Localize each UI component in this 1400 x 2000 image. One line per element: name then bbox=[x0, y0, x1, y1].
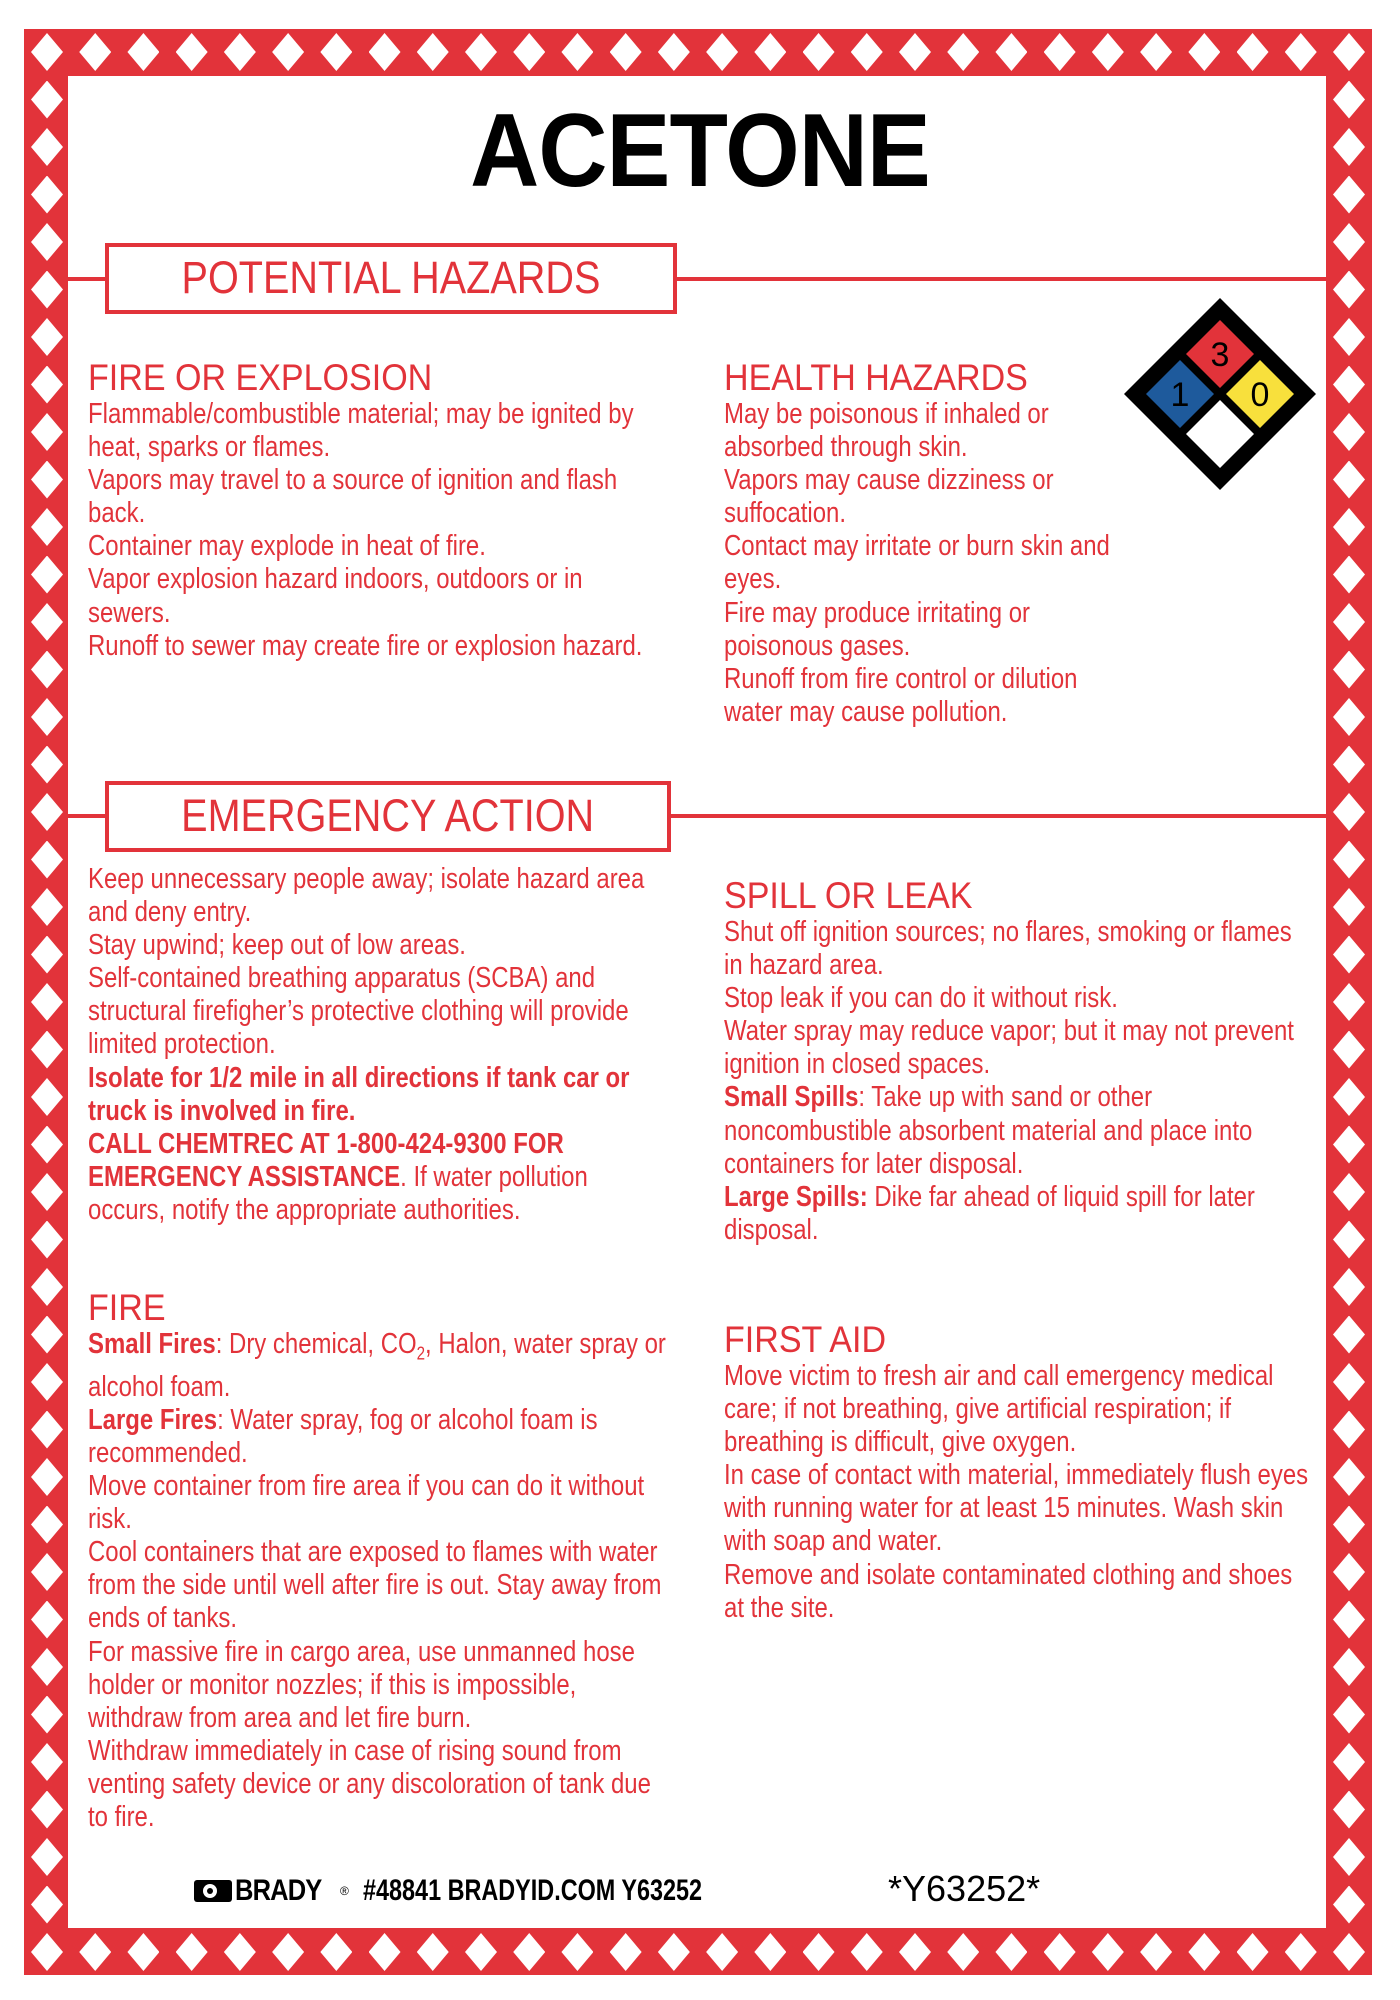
list-item: Vapors may cause dizziness or suffocation. bbox=[724, 464, 1054, 530]
list-item bbox=[724, 1181, 1314, 1247]
health-hazards-section bbox=[724, 358, 1124, 729]
nfpa-diamond-icon bbox=[1124, 298, 1316, 490]
large-fires-text: : Water spray, fog or alcohol foam is recommended. bbox=[88, 1403, 598, 1469]
list-item: Stop leak if you can do it without risk. bbox=[724, 982, 1118, 1015]
list-item bbox=[88, 1404, 668, 1470]
small-fires-text: : Dry chemical, CO bbox=[215, 1328, 417, 1360]
small-fires-text-rest: , Halon, water spray or alcohol foam. bbox=[88, 1328, 666, 1403]
list-item: Water spray may reduce vapor; but it may not prevent ignition in closed spaces. bbox=[724, 1015, 1294, 1081]
manufacturer-footer bbox=[194, 1874, 798, 1908]
section-label: POTENTIAL HAZARDS bbox=[181, 252, 601, 303]
brady-mark-icon bbox=[194, 1880, 232, 1902]
section-heading: SPILL OR LEAK bbox=[724, 875, 973, 916]
list-item: Runoff to sewer may create fire or explosion hazard. bbox=[88, 629, 643, 662]
list-item: In case of contact with material, immediately flush eyes with running water for at least 15 minutes. Wash skin with soap and water. bbox=[724, 1459, 1309, 1558]
emergency-action-section bbox=[88, 863, 668, 1227]
list-item: May be poisonous if inhaled or absorbed through skin. bbox=[724, 398, 1049, 464]
list-item: Move victim to fresh air and call emergency medical care; if not breathing, give artificial respiration; if breathing is difficult, give oxygen. bbox=[724, 1360, 1274, 1459]
list-item bbox=[88, 1328, 668, 1404]
svg-text:0: 0 bbox=[1250, 376, 1270, 414]
list-item: Container may explode in heat of fire. bbox=[88, 530, 486, 563]
list-item: Shut off ignition sources; no flares, smoking or flames in hazard area. bbox=[724, 916, 1292, 982]
list-item: Vapors may travel to a source of ignition and flash back. bbox=[88, 464, 618, 530]
list-item: Keep unnecessary people away; isolate hazard area and deny entry. bbox=[88, 863, 645, 929]
list-item: Flammable/combustible material; may be ignited by heat, sparks or flames. bbox=[88, 398, 634, 464]
isolate-instruction: Isolate for 1/2 mile in all directions if tank car or truck is involved in fire. bbox=[88, 1061, 630, 1127]
first-aid-section bbox=[724, 1320, 1319, 1625]
section-heading: FIRE bbox=[88, 1287, 166, 1328]
fire-section bbox=[88, 1288, 668, 1834]
chemical-title: ACETONE bbox=[470, 93, 930, 209]
section-label: EMERGENCY ACTION bbox=[181, 790, 595, 841]
fire-or-explosion-section bbox=[88, 358, 648, 663]
svg-text:3: 3 bbox=[1210, 336, 1230, 374]
section-header-potential-hazards bbox=[105, 243, 677, 314]
list-item: Stay upwind; keep out of low areas. bbox=[88, 929, 466, 962]
registered-mark: ® bbox=[340, 1884, 349, 1898]
list-item: For massive fire in cargo area, use unmanned hose holder or monitor nozzles; if this is impossible, withdraw from area and let fire burn. bbox=[88, 1635, 635, 1734]
list-item bbox=[724, 1081, 1314, 1180]
list-item: Withdraw immediately in case of rising sound from venting safety device or any discoloration of tank due to fire. bbox=[88, 1734, 651, 1833]
list-item: Runoff from fire control or dilution water may cause pollution. bbox=[724, 662, 1078, 728]
list-item: Cool containers that are exposed to flames with water from the side until well after fire is out. Stay away from ends of tanks. bbox=[88, 1536, 662, 1635]
section-heading: FIRST AID bbox=[724, 1319, 887, 1360]
list-item: Self-contained breathing apparatus (SCBA) and structural firefigher’s protective clothing will provide limited protection. bbox=[88, 962, 629, 1061]
section-heading: HEALTH HAZARDS bbox=[724, 357, 1028, 398]
list-item: Remove and isolate contaminated clothing and shoes at the site. bbox=[724, 1558, 1293, 1624]
barcode-text: *Y63252* bbox=[888, 1868, 1041, 1909]
chemtrec-phone: CALL CHEMTREC AT 1-800-424-9300 FOR EMERGENCY ASSISTANCE bbox=[88, 1127, 564, 1193]
list-item-bold bbox=[88, 1062, 668, 1128]
list-item: Move container from fire area if you can do it without risk. bbox=[88, 1470, 645, 1536]
small-spills-label: Small Spills bbox=[724, 1081, 859, 1114]
part-number: #48841 BRADYID.COM Y63252 bbox=[362, 1874, 702, 1907]
list-item: Vapor explosion hazard indoors, outdoors or in sewers. bbox=[88, 563, 583, 629]
large-spills-text: Dike far ahead of liquid spill for later disposal. bbox=[724, 1180, 1255, 1246]
chemtrec-rest: . If water pollution occurs, notify the appropriate authorities. bbox=[88, 1160, 588, 1226]
small-spills-text: : Take up with sand or other noncombustible absorbent material and place into containers for later disposal. bbox=[724, 1081, 1253, 1180]
large-spills-label: Large Spills: bbox=[724, 1180, 868, 1213]
brady-logo bbox=[194, 1874, 363, 1908]
co2-subscript: 2 bbox=[416, 1343, 426, 1364]
list-item bbox=[88, 1128, 668, 1227]
svg-text:1: 1 bbox=[1170, 376, 1190, 414]
large-fires-label: Large Fires bbox=[88, 1403, 218, 1436]
section-heading: FIRE OR EXPLOSION bbox=[88, 357, 433, 398]
list-item: Contact may irritate or burn skin and eyes. bbox=[724, 530, 1110, 596]
list-item: Fire may produce irritating or poisonous gases. bbox=[724, 596, 1031, 662]
spill-or-leak-section bbox=[724, 876, 1314, 1247]
section-header-emergency-action bbox=[105, 781, 671, 852]
brand-name: BRADY bbox=[235, 1874, 322, 1907]
small-fires-label: Small Fires bbox=[88, 1328, 216, 1360]
